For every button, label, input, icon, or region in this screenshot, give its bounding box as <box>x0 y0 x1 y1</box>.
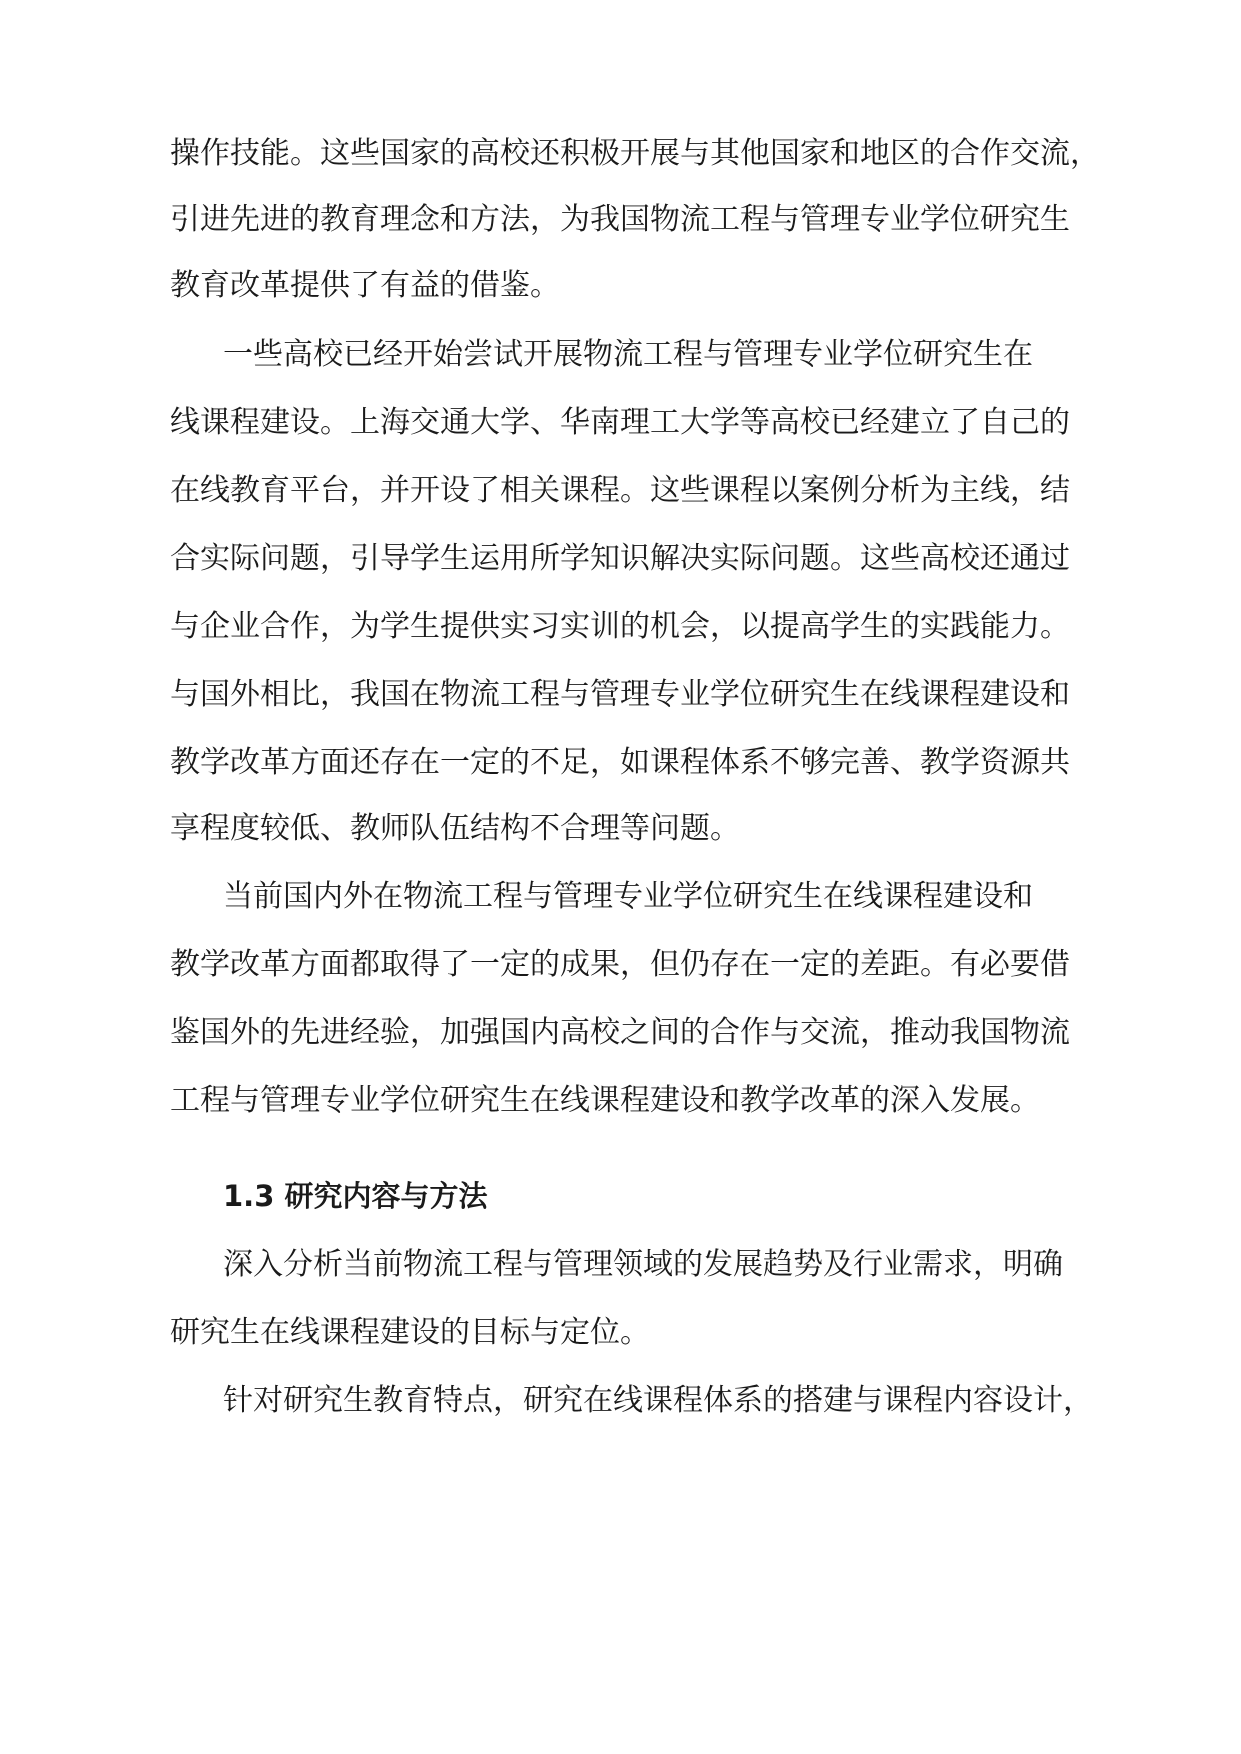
text-line: 当前国内外在物流工程与管理专业学位研究生在线课程建设和 <box>223 879 1033 914</box>
text-line: 与国外相比，我国在物流工程与管理专业学位研究生在线课程建设和 <box>170 677 1070 712</box>
text-line: 与企业合作，为学生提供实习实训的机会，以提高学生的实践能力。 <box>170 609 1070 644</box>
text-line: 引进先进的教育理念和方法，为我国物流工程与管理专业学位研究生 <box>170 202 1070 237</box>
text-line: 一些高校已经开始尝试开展物流工程与管理专业学位研究生在 <box>223 337 1033 372</box>
text-line: 线课程建设。上海交通大学、华南理工大学等高校已经建立了自己的 <box>170 405 1070 440</box>
section-heading: 1.3 研究内容与方法 <box>223 1179 488 1213</box>
text-line: 在线教育平台，并开设了相关课程。这些课程以案例分析为主线，结 <box>170 473 1070 508</box>
text-line: 教学改革方面还存在一定的不足，如课程体系不够完善、教学资源共 <box>170 745 1070 780</box>
text-line: 教育改革提供了有益的借鉴。 <box>170 268 560 303</box>
text-line: 鉴国外的先进经验，加强国内高校之间的合作与交流，推动我国物流 <box>170 1015 1070 1050</box>
text-line: 教学改革方面都取得了一定的成果，但仍存在一定的差距。有必要借 <box>170 947 1070 982</box>
text-line: 深入分析当前物流工程与管理领域的发展趋势及行业需求，明确 <box>223 1247 1063 1282</box>
text-line: 研究生在线课程建设的目标与定位。 <box>170 1315 650 1350</box>
text-line: 合实际问题，引导学生运用所学知识解决实际问题。这些高校还通过 <box>170 541 1070 576</box>
text-line: 针对研究生教育特点，研究在线课程体系的搭建与课程内容设计， <box>223 1383 1093 1418</box>
text-line: 操作技能。这些国家的高校还积极开展与其他国家和地区的合作交流， <box>170 136 1100 171</box>
text-line: 享程度较低、教师队伍结构不合理等问题。 <box>170 811 740 846</box>
text-line: 工程与管理专业学位研究生在线课程建设和教学改革的深入发展。 <box>170 1083 1040 1118</box>
